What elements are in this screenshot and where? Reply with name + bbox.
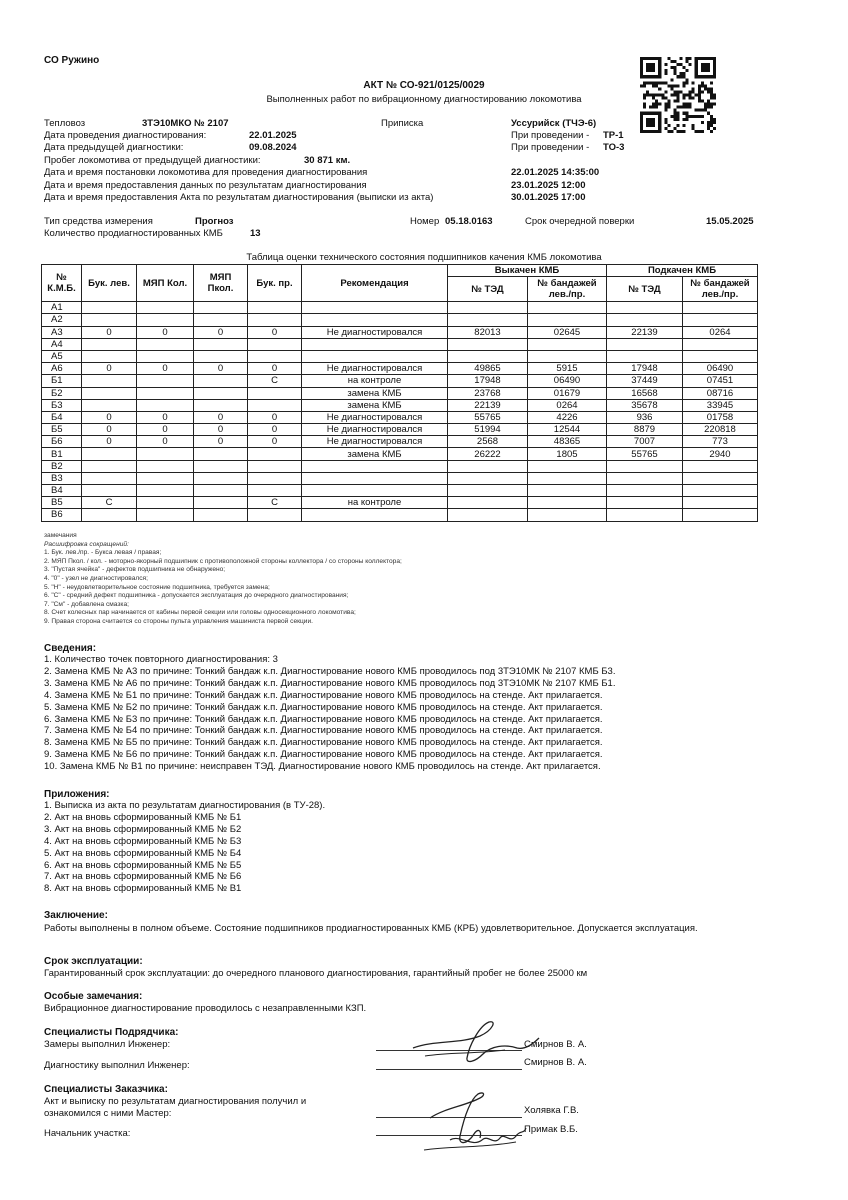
table-row <box>42 375 758 387</box>
note-item: 2. МЯП Пкол. / кол. - моторно-якорный подшипник с противоположной стороны коллектора / со стороны коллектора; <box>44 557 402 565</box>
list-item: 2. Акт на вновь сформированный КМБ № Б1 <box>44 811 242 823</box>
kmb-condition-table <box>41 264 758 522</box>
prilozheniya-list <box>44 800 325 895</box>
cell-myap-pkol <box>194 302 248 314</box>
cell-recommendation: Не диагностировался <box>302 411 448 423</box>
header-myap-pkol: МЯП Пкол. <box>194 265 248 302</box>
mileage-value: 30 871 км. <box>304 155 351 166</box>
osobye-text: Вибрационное диагностирование проводилось с незаправленными КЗП. <box>44 1003 367 1014</box>
datetime-2-label: Дата и время предоставления данных по результатам диагностирования <box>44 180 367 191</box>
cell-in-band <box>683 460 758 472</box>
prev-date-label: Дата предыдущей диагностики: <box>44 142 184 153</box>
cell-out-ted <box>448 314 528 326</box>
conclusion-title: Заключение: <box>44 910 108 921</box>
table-row <box>42 387 758 399</box>
list-item: 1. Выписка из акта по результатам диагностирования (в ТУ-28). <box>44 800 326 811</box>
cell-out-ted: 55765 <box>448 411 528 423</box>
cell-in-band: 07451 <box>683 375 758 387</box>
cell-myap-kol <box>137 302 194 314</box>
cell-in-band: 08716 <box>683 387 758 399</box>
cell-myap-pkol <box>194 472 248 484</box>
table-row <box>42 302 758 314</box>
cell-in-ted: 37449 <box>607 375 683 387</box>
list-item: 4. Акт на вновь сформированный КМБ № Б3 <box>44 835 242 847</box>
cell-kmb-code: Б6 <box>42 436 82 448</box>
cell-recommendation: Не диагностировался <box>302 436 448 448</box>
cell-recommendation <box>302 509 448 521</box>
svedeniya-title: Сведения: <box>44 643 97 654</box>
mileage-label: Пробег локомотива от предыдущей диагностики: <box>44 155 261 166</box>
cell-out-ted: 82013 <box>448 326 528 338</box>
srok-text: Гарантированный срок эксплуатации: до очередного планового диагностирования, гарантийный пробег не более 25000 км <box>44 968 588 979</box>
pri-prov-value-2: ТО-3 <box>603 142 625 153</box>
table-row <box>42 497 758 509</box>
cell-kmb-code: Б2 <box>42 387 82 399</box>
cell-out-ted <box>448 302 528 314</box>
cell-myap-pkol <box>194 399 248 411</box>
cell-myap-kol <box>137 448 194 460</box>
osobye-title: Особые замечания: <box>44 991 143 1002</box>
cell-in-band: 0264 <box>683 326 758 338</box>
cell-buk-pr <box>248 448 302 460</box>
verify-label: Срок очередной поверки <box>525 216 635 227</box>
cell-kmb-code: А1 <box>42 302 82 314</box>
cell-buk-pr <box>248 314 302 326</box>
list-item: 7. Замена КМБ № Б4 по причине: Тонкий бандаж к.п. Диагностирование нового КМБ проводилось на стенде. Акт прилагается. <box>44 725 603 737</box>
table-row <box>42 399 758 411</box>
cell-in-ted <box>607 509 683 521</box>
note-item: 5. "Н" - неудовлетворительное состояние подшипника, требуется замена; <box>44 583 270 591</box>
cell-recommendation <box>302 338 448 350</box>
cell-buk-lev: 0 <box>82 411 137 423</box>
cell-kmb-code: Б1 <box>42 375 82 387</box>
cell-in-ted: 55765 <box>607 448 683 460</box>
cell-buk-pr <box>248 509 302 521</box>
cell-out-ted <box>448 497 528 509</box>
cell-buk-lev <box>82 302 137 314</box>
count-value: 13 <box>250 228 261 239</box>
qr-code-icon <box>640 56 716 134</box>
cell-recommendation <box>302 302 448 314</box>
cell-buk-lev: 0 <box>82 424 137 436</box>
cell-out-ted: 49865 <box>448 363 528 375</box>
cell-buk-lev <box>82 399 137 411</box>
cell-myap-kol <box>137 509 194 521</box>
note-item: 8. Счет колесных пар начинается от кабины первой секции или головы односекционного локомотива; <box>44 609 356 617</box>
cell-buk-lev <box>82 350 137 362</box>
list-item: 1. Количество точек повторного диагностирования: 3 <box>44 654 278 665</box>
cell-buk-pr: 0 <box>248 436 302 448</box>
table-caption: Таблица оценки технического состояния подшипников качения КМБ локомотива <box>246 252 602 263</box>
cell-in-ted <box>607 460 683 472</box>
cell-out-band: 02645 <box>528 326 607 338</box>
cell-in-band <box>683 350 758 362</box>
measure-name: Смирнов В. А. <box>524 1039 587 1050</box>
cell-buk-lev <box>82 375 137 387</box>
notes-title: замечания <box>44 532 77 539</box>
srok-title: Срок эксплуатации: <box>44 956 143 967</box>
master-name: Холявка Г.В. <box>524 1105 579 1116</box>
cell-kmb-code: А2 <box>42 314 82 326</box>
cell-out-band: 06490 <box>528 375 607 387</box>
cell-out-ted: 17948 <box>448 375 528 387</box>
master-label-1: Акт и выписку по результатам диагностирования получил и <box>44 1096 307 1107</box>
cell-buk-pr <box>248 350 302 362</box>
note-item: 1. Бук. лев./пр. - Букса левая / правая; <box>44 549 162 557</box>
cell-myap-pkol: 0 <box>194 436 248 448</box>
table-row <box>42 363 758 375</box>
cell-out-ted: 26222 <box>448 448 528 460</box>
header-recommendation: Рекомендация <box>302 265 448 302</box>
cell-kmb-code: А6 <box>42 363 82 375</box>
table-row <box>42 326 758 338</box>
cell-recommendation: на контроле <box>302 375 448 387</box>
cell-buk-lev <box>82 460 137 472</box>
signature-contractor-icon <box>405 1014 545 1074</box>
cell-in-ted: 17948 <box>607 363 683 375</box>
contractor-title: Специалисты Подрядчика: <box>44 1027 179 1038</box>
cell-out-band <box>528 350 607 362</box>
cell-in-band <box>683 314 758 326</box>
cell-buk-lev <box>82 472 137 484</box>
diag-date-value: 22.01.2025 <box>249 130 297 141</box>
cell-kmb-code: В1 <box>42 448 82 460</box>
diag-name: Смирнов В. А. <box>524 1057 587 1068</box>
cell-out-band: 1805 <box>528 448 607 460</box>
cell-buk-lev <box>82 314 137 326</box>
cell-kmb-code: В2 <box>42 460 82 472</box>
cell-buk-pr <box>248 472 302 484</box>
datetime-3-label: Дата и время предоставления Акта по результатам диагностирования (выписки из акта) <box>44 192 434 203</box>
table-row <box>42 472 758 484</box>
prev-date-value: 09.08.2024 <box>249 142 297 153</box>
cell-out-ted <box>448 350 528 362</box>
cell-myap-kol <box>137 350 194 362</box>
list-item: 5. Акт на вновь сформированный КМБ № Б4 <box>44 847 242 859</box>
cell-buk-pr <box>248 387 302 399</box>
cell-buk-lev: 0 <box>82 326 137 338</box>
cell-myap-pkol <box>194 350 248 362</box>
note-item: 4. "0" - узел не диагностировался; <box>44 574 148 582</box>
cell-in-ted <box>607 314 683 326</box>
chief-label: Начальник участка: <box>44 1128 131 1139</box>
cell-out-band: 0264 <box>528 399 607 411</box>
cell-out-ted: 22139 <box>448 399 528 411</box>
cell-myap-pkol: 0 <box>194 326 248 338</box>
organization-name: СО Ружино <box>44 55 100 66</box>
header-rolled-in: Подкачен КМБ <box>607 265 758 277</box>
cell-out-band <box>528 472 607 484</box>
pripiska-label: Приписка <box>381 118 424 129</box>
header-buk-lev: Бук. лев. <box>82 265 137 302</box>
cell-myap-kol <box>137 314 194 326</box>
cell-out-ted <box>448 460 528 472</box>
cell-myap-kol <box>137 375 194 387</box>
cell-myap-pkol <box>194 314 248 326</box>
cell-in-ted <box>607 302 683 314</box>
cell-recommendation: на контроле <box>302 497 448 509</box>
cell-in-ted <box>607 472 683 484</box>
cell-myap-kol: 0 <box>137 411 194 423</box>
cell-myap-pkol <box>194 338 248 350</box>
cell-in-band <box>683 302 758 314</box>
header-in-ted: № ТЭД <box>607 277 683 302</box>
list-item: 3. Замена КМБ № А6 по причине: Тонкий бандаж к.п. Диагностирование нового КМБ проводилось под 3ТЭ10МК № 2107 КМБ Б1. <box>44 677 616 689</box>
cell-myap-pkol <box>194 497 248 509</box>
cell-in-band <box>683 472 758 484</box>
cell-in-band: 2940 <box>683 448 758 460</box>
cell-myap-kol <box>137 387 194 399</box>
cell-in-ted: 936 <box>607 411 683 423</box>
list-item: 8. Замена КМБ № Б5 по причине: Тонкий бандаж к.п. Диагностирование нового КМБ проводилось на стенде. Акт прилагается. <box>44 737 603 749</box>
cell-myap-pkol: 0 <box>194 424 248 436</box>
cell-myap-kol: 0 <box>137 326 194 338</box>
cell-buk-pr <box>248 302 302 314</box>
cell-myap-pkol <box>194 448 248 460</box>
cell-out-ted <box>448 485 528 497</box>
act-subtitle: Выполненных работ по вибрационному диагностированию локомотива <box>266 94 582 105</box>
header-out-ted: № ТЭД <box>448 277 528 302</box>
cell-out-band <box>528 497 607 509</box>
table-row <box>42 314 758 326</box>
cell-buk-pr: 0 <box>248 326 302 338</box>
cell-buk-pr: С <box>248 497 302 509</box>
header-rolled-out: Выкачен КМБ <box>448 265 607 277</box>
act-title: АКТ № СО-921/0125/0029 <box>363 80 485 91</box>
svedeniya-list <box>44 654 615 773</box>
loco-value: 3ТЭ10МКО № 2107 <box>142 118 229 129</box>
table-row <box>42 411 758 423</box>
prilozheniya-title: Приложения: <box>44 789 110 800</box>
cell-kmb-code: Б4 <box>42 411 82 423</box>
cell-buk-pr <box>248 485 302 497</box>
cell-recommendation: замена КМБ <box>302 399 448 411</box>
cell-buk-pr: 0 <box>248 363 302 375</box>
verify-value: 15.05.2025 <box>706 216 754 227</box>
cell-recommendation: Не диагностировался <box>302 363 448 375</box>
cell-myap-kol <box>137 399 194 411</box>
list-item: 3. Акт на вновь сформированный КМБ № Б2 <box>44 823 242 835</box>
cell-recommendation <box>302 350 448 362</box>
cell-in-band <box>683 497 758 509</box>
cell-in-band: 33945 <box>683 399 758 411</box>
cell-out-ted <box>448 472 528 484</box>
cell-myap-pkol <box>194 460 248 472</box>
signature-customer-icon <box>420 1088 530 1158</box>
cell-buk-lev: 0 <box>82 436 137 448</box>
cell-kmb-code: А5 <box>42 350 82 362</box>
cell-out-band <box>528 509 607 521</box>
list-item: 7. Акт на вновь сформированный КМБ № Б6 <box>44 871 242 883</box>
cell-buk-lev <box>82 387 137 399</box>
cell-myap-kol: 0 <box>137 363 194 375</box>
cell-in-band: 06490 <box>683 363 758 375</box>
cell-out-band: 48365 <box>528 436 607 448</box>
cell-out-band <box>528 338 607 350</box>
header-buk-pr: Бук. пр. <box>248 265 302 302</box>
cell-kmb-code: А3 <box>42 326 82 338</box>
cell-buk-lev: С <box>82 497 137 509</box>
cell-buk-lev <box>82 448 137 460</box>
cell-out-ted <box>448 338 528 350</box>
cell-out-ted: 23768 <box>448 387 528 399</box>
cell-out-band: 5915 <box>528 363 607 375</box>
customer-title: Специалисты Заказчика: <box>44 1084 168 1095</box>
table-row <box>42 338 758 350</box>
cell-in-band <box>683 509 758 521</box>
table-row <box>42 485 758 497</box>
datetime-1-label: Дата и время постановки локомотива для проведения диагностирования <box>44 167 368 178</box>
cell-recommendation <box>302 485 448 497</box>
pri-prov-label-2: При проведении - <box>511 142 590 153</box>
diag-date-label: Дата проведения диагностирования: <box>44 130 207 141</box>
cell-myap-kol <box>137 472 194 484</box>
cell-recommendation <box>302 472 448 484</box>
note-item: 9. Правая сторона считается со стороны пульта управления машиниста первой секции. <box>44 617 313 625</box>
cell-myap-pkol: 0 <box>194 363 248 375</box>
cell-out-band <box>528 314 607 326</box>
cell-in-band <box>683 485 758 497</box>
cell-in-ted <box>607 485 683 497</box>
cell-kmb-code: Б3 <box>42 399 82 411</box>
cell-in-ted: 7007 <box>607 436 683 448</box>
list-item: 6. Акт на вновь сформированный КМБ № Б5 <box>44 859 242 871</box>
tool-label: Тип средства измерения <box>44 216 153 227</box>
cell-out-ted: 51994 <box>448 424 528 436</box>
header-out-band: № бандажей лев./пр. <box>528 277 607 302</box>
cell-in-ted: 22139 <box>607 326 683 338</box>
pri-prov-label-1: При проведении - <box>511 130 590 141</box>
cell-buk-pr: С <box>248 375 302 387</box>
table-row <box>42 350 758 362</box>
note-item: 3. "Пустая ячейка" - дефектов подшипника не обнаружено; <box>44 566 226 574</box>
tool-value: Прогноз <box>195 216 234 227</box>
cell-myap-pkol <box>194 387 248 399</box>
table-row <box>42 424 758 436</box>
cell-buk-pr <box>248 460 302 472</box>
header-myap-kol: МЯП Кол. <box>137 265 194 302</box>
cell-buk-lev <box>82 485 137 497</box>
cell-myap-pkol <box>194 509 248 521</box>
pripiska-value: Уссурийск (ТЧЭ-6) <box>511 118 597 129</box>
cell-recommendation <box>302 314 448 326</box>
cell-in-band <box>683 338 758 350</box>
list-item: 8. Акт на вновь сформированный КМБ № В1 <box>44 883 242 895</box>
cell-recommendation <box>302 460 448 472</box>
list-item: 9. Замена КМБ № Б6 по причине: Тонкий бандаж к.п. Диагностирование нового КМБ проводилось на стенде. Акт прилагается. <box>44 749 603 761</box>
cell-buk-pr <box>248 399 302 411</box>
datetime-1-value: 22.01.2025 14:35:00 <box>511 167 600 178</box>
cell-buk-lev <box>82 509 137 521</box>
cell-in-ted: 16568 <box>607 387 683 399</box>
cell-out-band <box>528 485 607 497</box>
list-item: 5. Замена КМБ № Б2 по причине: Тонкий бандаж к.п. Диагностирование нового КМБ проводилось на стенде. Акт прилагается. <box>44 701 603 713</box>
number-label: Номер <box>410 216 440 227</box>
cell-myap-kol <box>137 460 194 472</box>
cell-out-band <box>528 302 607 314</box>
cell-out-band <box>528 460 607 472</box>
list-item: 2. Замена КМБ № А3 по причине: Тонкий бандаж к.п. Диагностирование нового КМБ проводилось под 3ТЭ10МК № 2107 КМБ Б3. <box>44 665 616 677</box>
cell-kmb-code: В5 <box>42 497 82 509</box>
cell-in-ted: 8879 <box>607 424 683 436</box>
cell-in-ted <box>607 338 683 350</box>
cell-in-band: 220818 <box>683 424 758 436</box>
cell-in-ted <box>607 350 683 362</box>
cell-out-ted: 2568 <box>448 436 528 448</box>
cell-buk-lev: 0 <box>82 363 137 375</box>
cell-in-band: 773 <box>683 436 758 448</box>
cell-buk-pr: 0 <box>248 424 302 436</box>
cell-buk-lev <box>82 338 137 350</box>
cell-out-band: 4226 <box>528 411 607 423</box>
cell-kmb-code: В3 <box>42 472 82 484</box>
pri-prov-value-1: ТР-1 <box>603 130 624 141</box>
table-row <box>42 448 758 460</box>
cell-in-ted: 35678 <box>607 399 683 411</box>
cell-kmb-code: А4 <box>42 338 82 350</box>
cell-kmb-code: Б5 <box>42 424 82 436</box>
master-label-2: ознакомился с ними Мастер: <box>44 1108 172 1119</box>
list-item: 6. Замена КМБ № Б3 по причине: Тонкий бандаж к.п. Диагностирование нового КМБ проводилось на стенде. Акт прилагается. <box>44 713 603 725</box>
conclusion-text: Работы выполнены в полном объеме. Состояние подшипников продиагностированных КМБ (КРБ) удовлетворительное. Допускается эксплуатация. <box>44 923 698 934</box>
cell-in-band: 01758 <box>683 411 758 423</box>
note-item: 6. "С" - средний дефект подшипника - допускается эксплуатация до очередного диагностирования; <box>44 592 349 600</box>
cell-recommendation: замена КМБ <box>302 448 448 460</box>
cell-buk-pr <box>248 338 302 350</box>
cell-myap-kol: 0 <box>137 436 194 448</box>
cell-in-ted <box>607 497 683 509</box>
measure-label: Замеры выполнил Инженер: <box>44 1039 171 1050</box>
cell-out-ted <box>448 509 528 521</box>
table-row <box>42 509 758 521</box>
cell-out-band: 12544 <box>528 424 607 436</box>
chief-name: Примак В.Б. <box>524 1124 578 1135</box>
note-item: 7. "См" - добавлена смазка; <box>44 600 129 608</box>
cell-myap-pkol <box>194 375 248 387</box>
loco-label: Тепловоз <box>44 118 86 129</box>
cell-myap-kol <box>137 497 194 509</box>
datetime-3-value: 30.01.2025 17:00 <box>511 192 586 203</box>
number-value: 05.18.0163 <box>445 216 493 227</box>
cell-kmb-code: В4 <box>42 485 82 497</box>
header-in-band: № бандажей лев./пр. <box>683 277 758 302</box>
cell-recommendation: замена КМБ <box>302 387 448 399</box>
cell-myap-kol <box>137 338 194 350</box>
cell-myap-kol: 0 <box>137 424 194 436</box>
cell-myap-pkol <box>194 485 248 497</box>
cell-out-band: 01679 <box>528 387 607 399</box>
cell-kmb-code: В6 <box>42 509 82 521</box>
diag-label: Диагностику выполнил Инженер: <box>44 1060 190 1071</box>
cell-myap-kol <box>137 485 194 497</box>
cell-recommendation: Не диагностировался <box>302 326 448 338</box>
table-row <box>42 460 758 472</box>
cell-buk-pr: 0 <box>248 411 302 423</box>
header-kmb: № К.М.Б. <box>42 265 82 302</box>
count-label: Количество продиагностированных КМБ <box>44 228 223 239</box>
cell-myap-pkol: 0 <box>194 411 248 423</box>
list-item: 10. Замена КМБ № В1 по причине: неисправен ТЭД. Диагностирование нового КМБ проводилось на стенде. Акт прилагается. <box>44 761 601 773</box>
table-row <box>42 436 758 448</box>
datetime-2-value: 23.01.2025 12:00 <box>511 180 586 191</box>
notes-subtitle: Расшифровка сокращений: <box>44 540 129 548</box>
cell-recommendation: Не диагностировался <box>302 424 448 436</box>
notes-block <box>44 532 402 627</box>
list-item: 4. Замена КМБ № Б1 по причине: Тонкий бандаж к.п. Диагностирование нового КМБ проводилось на стенде. Акт прилагается. <box>44 689 603 701</box>
